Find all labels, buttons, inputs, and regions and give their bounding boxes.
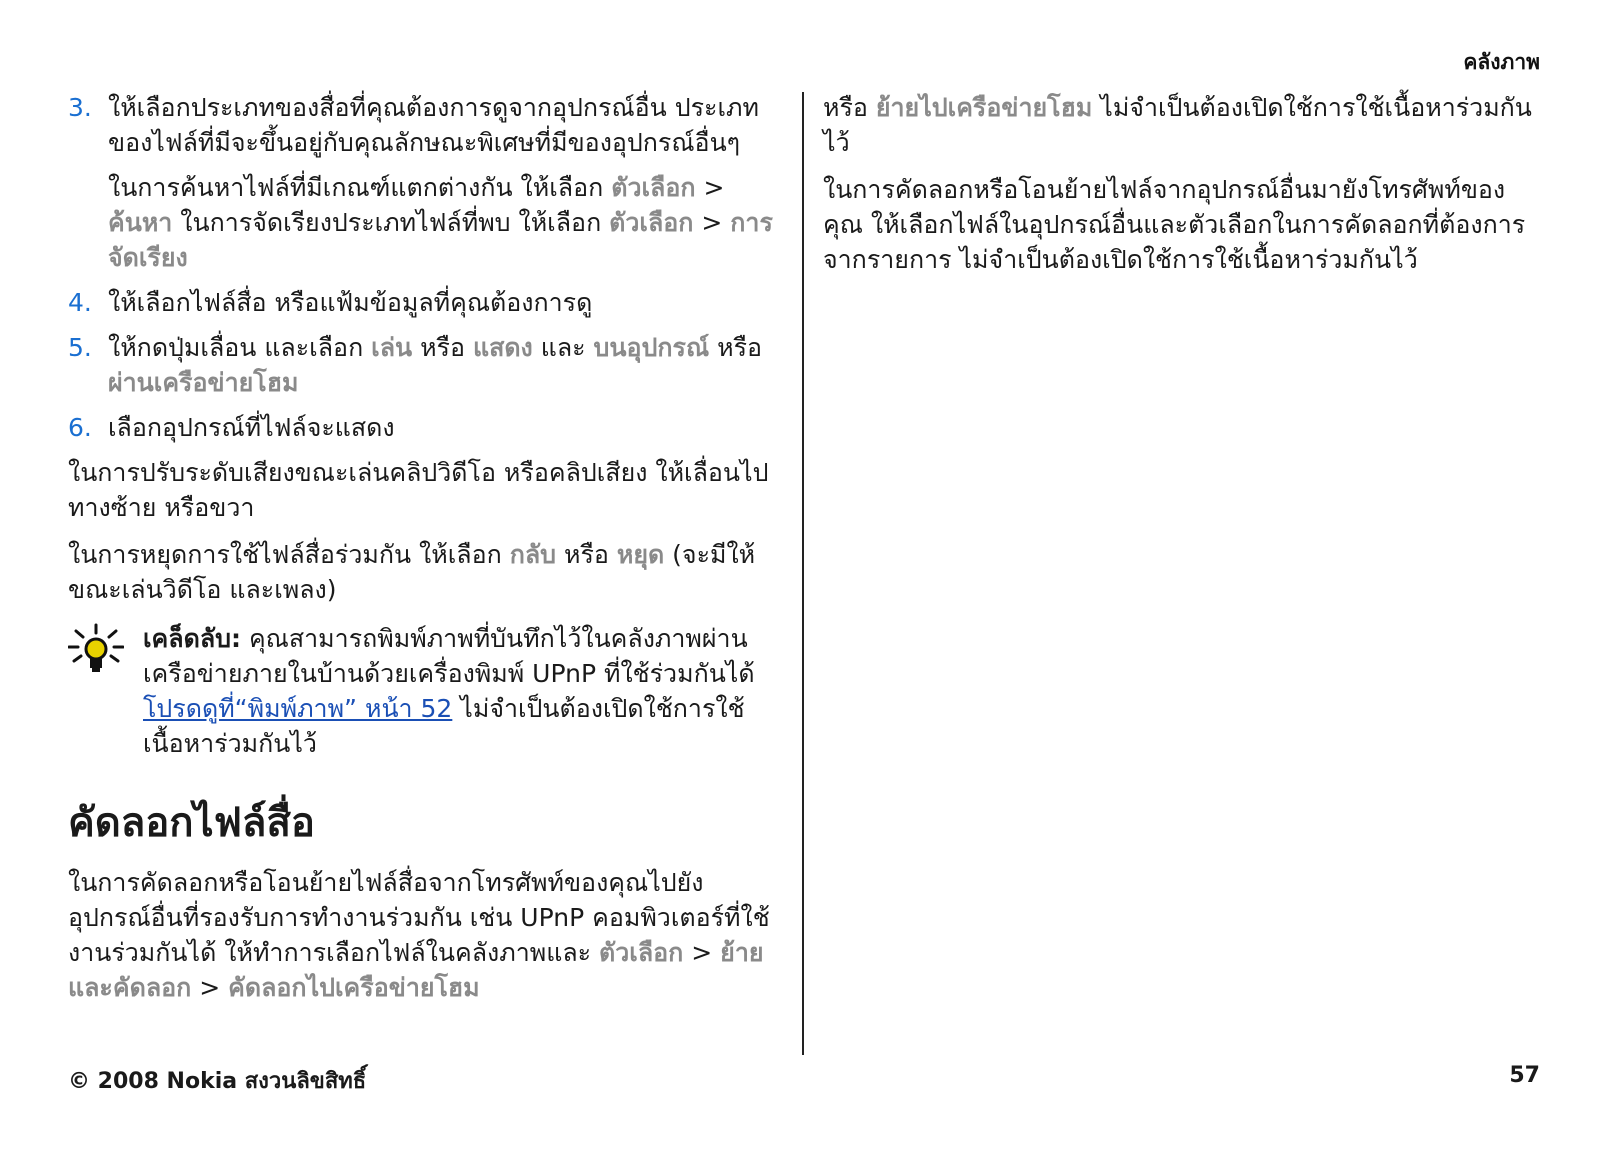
see-print-images-link[interactable]: โปรดดูที่“พิมพ์ภาพ” หน้า 52 bbox=[143, 694, 453, 723]
step-6 bbox=[68, 410, 780, 445]
step-number: 5. bbox=[68, 333, 92, 362]
menu-option-move-and-copy: ย้ายและคัดลอก bbox=[68, 938, 764, 1002]
text: ในการค้นหาไฟล์ที่มีเกณฑ์แตกต่างกัน ให้เลือก bbox=[108, 173, 612, 202]
lightbulb-icon bbox=[68, 623, 124, 673]
stop-sharing-paragraph bbox=[68, 537, 780, 607]
left-column bbox=[68, 90, 780, 1017]
copyright: © 2008 Nokia สงวนลิขสิทธิ์ bbox=[68, 1069, 367, 1094]
menu-option-show: แสดง bbox=[472, 333, 533, 362]
copy-media-paragraph bbox=[68, 865, 780, 1005]
volume-paragraph: ในการปรับระดับเสียงขณะเล่นคลิปวิดีโอ หรือคลิปเสียง ให้เลื่อนไปทางซ้าย หรือขวา bbox=[68, 458, 769, 522]
text: หรือ bbox=[556, 540, 617, 569]
page-number: 57 bbox=[1509, 1063, 1540, 1088]
step-text: เลือกอุปกรณ์ที่ไฟล์จะแสดง bbox=[108, 413, 395, 442]
step-3-sub-paragraph bbox=[68, 170, 780, 275]
move-paragraph bbox=[823, 90, 1535, 160]
text: > bbox=[693, 208, 731, 237]
menu-option-stop: หยุด bbox=[616, 540, 665, 569]
text: > bbox=[683, 938, 721, 967]
menu-option-back: กลับ bbox=[509, 540, 557, 569]
menu-option-search: ค้นหา bbox=[108, 208, 173, 237]
text: ไม่จำเป็นต้องเปิดใช้การใช้เนื้อหาร่วมกันไว้ bbox=[143, 694, 745, 758]
text: หรือ bbox=[709, 333, 763, 362]
tip-box bbox=[68, 621, 780, 761]
text: ในการจัดเรียงประเภทไฟล์ที่พบ ให้เลือก bbox=[172, 208, 610, 237]
running-header: คลังภาพ bbox=[1463, 50, 1540, 74]
section-title: คัดลอกไฟล์สื่อ bbox=[68, 800, 315, 846]
step-4 bbox=[68, 285, 780, 320]
menu-option-play: เล่น bbox=[371, 333, 413, 362]
text: หรือ bbox=[412, 333, 473, 362]
tip-label: เคล็ดลับ: bbox=[143, 624, 242, 653]
menu-option-on-device: บนอุปกรณ์ bbox=[593, 333, 710, 362]
step-text: ให้เลือกไฟล์สื่อ หรือแฟ้มข้อมูลที่คุณต้องการดู bbox=[108, 288, 593, 317]
text: ในการหยุดการใช้ไฟล์สื่อร่วมกัน ให้เลือก bbox=[68, 540, 510, 569]
menu-option-copy-to-home-network: คัดลอกไปเครือข่ายโฮม bbox=[228, 973, 480, 1002]
menu-option-move-to-home-network: ย้ายไปเครือข่ายโฮม bbox=[875, 93, 1093, 122]
column-divider bbox=[802, 92, 804, 1055]
step-number: 3. bbox=[68, 93, 92, 122]
menu-option-via-home-network: ผ่านเครือข่ายโฮม bbox=[108, 368, 299, 397]
text: และ bbox=[532, 333, 594, 362]
text: (จะมีให้ขณะเล่นวิดีโอ และเพลง) bbox=[68, 540, 756, 604]
step-number: 6. bbox=[68, 413, 92, 442]
text: หรือ bbox=[823, 93, 876, 122]
menu-option-options: ตัวเลือก bbox=[609, 208, 694, 237]
step-3 bbox=[68, 90, 780, 160]
step-text: ให้เลือกประเภทของสื่อที่คุณต้องการดูจากอุปกรณ์อื่น ประเภทของไฟล์ที่มีจะขึ้นอยู่กับคุณลักษณะพิเศษที่มีของอุปกรณ์อื่นๆ bbox=[108, 93, 759, 157]
text: > bbox=[695, 173, 725, 202]
copy-from-device-paragraph: ในการคัดลอกหรือโอนย้ายไฟล์จากอุปกรณ์อื่นมายังโทรศัพท์ของคุณ ให้เลือกไฟล์ในอุปกรณ์อื่นและตัวเลือกในการคัดลอกที่ต้องการจากรายการ ไม่จำเป็นต้องเปิดใช้การใช้เนื้อหาร่วมกันไว้ bbox=[823, 175, 1526, 274]
step-5 bbox=[68, 330, 780, 400]
text: > bbox=[191, 973, 229, 1002]
menu-option-options: ตัวเลือก bbox=[599, 938, 684, 967]
menu-option-options: ตัวเลือก bbox=[611, 173, 696, 202]
text: ในการคัดลอกหรือโอนย้ายไฟล์สื่อจากโทรศัพท์ของคุณไปยังอุปกรณ์อื่นที่รองรับการทำงานร่วมกัน เช่น UPnP คอมพิวเตอร์ที่ใช้งานร่วมกันได้ ให้ทำการเลือกไฟล์ในคลังภาพและ bbox=[68, 868, 770, 967]
step-number: 4. bbox=[68, 288, 92, 317]
text: ให้กดปุ่มเลื่อน และเลือก bbox=[108, 333, 372, 362]
text: ไม่จำเป็นต้องเปิดใช้การใช้เนื้อหาร่วมกันไว้ bbox=[823, 93, 1532, 157]
text: คุณสามารถพิมพ์ภาพที่บันทึกไว้ในคลังภาพผ่านเครือข่ายภายในบ้านด้วยเครื่องพิมพ์ UPnP ที่ใช้ร่วมกันได้ bbox=[143, 624, 755, 688]
right-column bbox=[823, 90, 1535, 289]
menu-option-sort: การจัดเรียง bbox=[108, 208, 773, 272]
